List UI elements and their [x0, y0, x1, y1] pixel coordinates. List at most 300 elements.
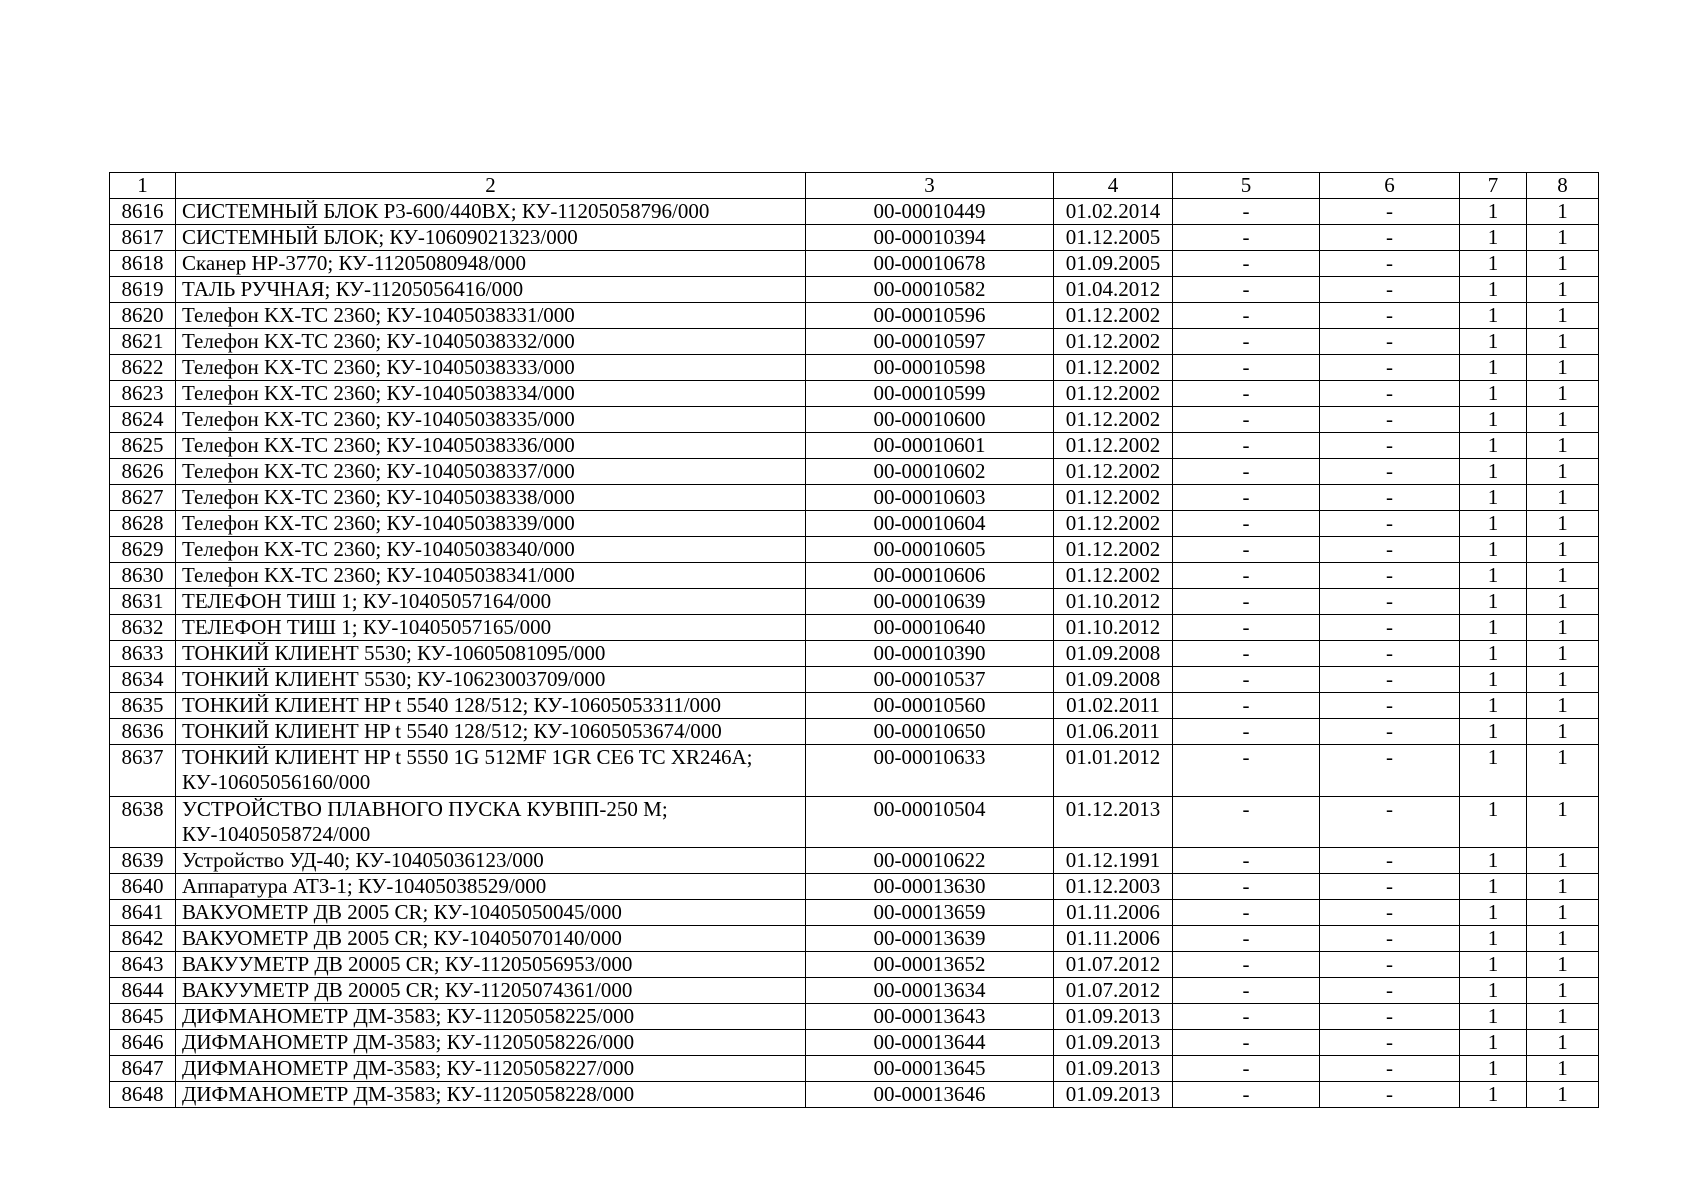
date: 01.09.2008	[1054, 641, 1173, 667]
col-6-value: -	[1320, 900, 1460, 926]
col-7-value: 1	[1460, 1030, 1527, 1056]
item-name: СИСТЕМНЫЙ БЛОК; КУ-10609021323/000	[176, 225, 806, 251]
col-5-value: -	[1173, 1056, 1320, 1082]
table-row	[110, 225, 1599, 251]
col-7-value: 1	[1460, 1056, 1527, 1082]
col-6-value: -	[1320, 848, 1460, 874]
col-8-value: 1	[1527, 667, 1599, 693]
inventory-code: 00-00010606	[806, 563, 1054, 589]
date: 01.09.2013	[1054, 1082, 1173, 1108]
row-number: 8623	[110, 381, 176, 407]
inventory-code: 00-00013634	[806, 978, 1054, 1004]
row-number: 8636	[110, 719, 176, 745]
row-number: 8624	[110, 407, 176, 433]
row-number: 8618	[110, 251, 176, 277]
col-6-value: -	[1320, 381, 1460, 407]
col-5-value: -	[1173, 900, 1320, 926]
item-name: ДИФМАНОМЕТР ДМ-3583; КУ-11205058228/000	[176, 1082, 806, 1108]
date: 01.12.2002	[1054, 355, 1173, 381]
col-5-value: -	[1173, 251, 1320, 277]
header-cell-8: 8	[1527, 173, 1599, 199]
col-7-value: 1	[1460, 225, 1527, 251]
date: 01.07.2012	[1054, 978, 1173, 1004]
row-number: 8631	[110, 589, 176, 615]
item-name: ТОНКИЙ КЛИЕНТ HP t 5540 128/512; КУ-10605053674/000	[176, 719, 806, 745]
inventory-code: 00-00013652	[806, 952, 1054, 978]
row-number: 8620	[110, 303, 176, 329]
row-number: 8628	[110, 511, 176, 537]
col-5-value: -	[1173, 225, 1320, 251]
col-8-value: 1	[1527, 199, 1599, 225]
col-6-value: -	[1320, 745, 1460, 797]
inventory-code: 00-00010596	[806, 303, 1054, 329]
col-5-value: -	[1173, 745, 1320, 797]
table-row	[110, 303, 1599, 329]
inventory-code: 00-00010600	[806, 407, 1054, 433]
col-5-value: -	[1173, 952, 1320, 978]
item-name: ТЕЛЕФОН ТИШ 1; КУ-10405057165/000	[176, 615, 806, 641]
row-number: 8622	[110, 355, 176, 381]
table-row	[110, 797, 1599, 848]
col-5-value: -	[1173, 1082, 1320, 1108]
col-6-value: -	[1320, 1082, 1460, 1108]
inventory-code: 00-00010390	[806, 641, 1054, 667]
col-5-value: -	[1173, 329, 1320, 355]
col-8-value: 1	[1527, 952, 1599, 978]
col-8-value: 1	[1527, 537, 1599, 563]
item-name: ВАКУУМЕТР ДВ 20005 CR; КУ-11205056953/000	[176, 952, 806, 978]
row-number: 8647	[110, 1056, 176, 1082]
row-number: 8644	[110, 978, 176, 1004]
col-7-value: 1	[1460, 667, 1527, 693]
col-5-value: -	[1173, 848, 1320, 874]
inventory-code: 00-00010640	[806, 615, 1054, 641]
inventory-table	[109, 172, 1599, 1108]
table-row	[110, 355, 1599, 381]
table-row	[110, 978, 1599, 1004]
col-7-value: 1	[1460, 303, 1527, 329]
col-6-value: -	[1320, 329, 1460, 355]
col-6-value: -	[1320, 952, 1460, 978]
inventory-code: 00-00010394	[806, 225, 1054, 251]
item-name: ВАКУОМЕТР ДВ 2005 CR; КУ-10405050045/000	[176, 900, 806, 926]
item-name: Телефон KX-TC 2360; КУ-10405038332/000	[176, 329, 806, 355]
row-number: 8616	[110, 199, 176, 225]
row-number: 8633	[110, 641, 176, 667]
table-row	[110, 874, 1599, 900]
table-row	[110, 848, 1599, 874]
date: 01.12.2005	[1054, 225, 1173, 251]
inventory-code: 00-00013646	[806, 1082, 1054, 1108]
item-name: Телефон KX-TC 2360; КУ-10405038341/000	[176, 563, 806, 589]
col-7-value: 1	[1460, 407, 1527, 433]
inventory-code: 00-00010602	[806, 459, 1054, 485]
col-8-value: 1	[1527, 848, 1599, 874]
inventory-code: 00-00013645	[806, 1056, 1054, 1082]
col-6-value: -	[1320, 355, 1460, 381]
col-7-value: 1	[1460, 797, 1527, 848]
col-8-value: 1	[1527, 1030, 1599, 1056]
col-6-value: -	[1320, 978, 1460, 1004]
col-8-value: 1	[1527, 251, 1599, 277]
col-7-value: 1	[1460, 199, 1527, 225]
item-name: ТОНКИЙ КЛИЕНТ 5530; КУ-10623003709/000	[176, 667, 806, 693]
col-6-value: -	[1320, 1030, 1460, 1056]
item-name: ДИФМАНОМЕТР ДМ-3583; КУ-11205058227/000	[176, 1056, 806, 1082]
row-number: 8638	[110, 797, 176, 848]
item-name: СИСТЕМНЫЙ БЛОК P3-600/440BX; КУ-11205058796/000	[176, 199, 806, 225]
inventory-code: 00-00010582	[806, 277, 1054, 303]
col-8-value: 1	[1527, 485, 1599, 511]
col-8-value: 1	[1527, 615, 1599, 641]
col-6-value: -	[1320, 303, 1460, 329]
row-number: 8643	[110, 952, 176, 978]
table-row	[110, 563, 1599, 589]
date: 01.12.2002	[1054, 485, 1173, 511]
col-7-value: 1	[1460, 511, 1527, 537]
inventory-code: 00-00013643	[806, 1004, 1054, 1030]
item-name: Аппаратура АТЗ-1; КУ-10405038529/000	[176, 874, 806, 900]
table-row	[110, 381, 1599, 407]
col-6-value: -	[1320, 225, 1460, 251]
date: 01.06.2011	[1054, 719, 1173, 745]
inventory-code: 00-00013644	[806, 1030, 1054, 1056]
col-6-value: -	[1320, 693, 1460, 719]
item-name: Телефон KX-TC 2360; КУ-10405038336/000	[176, 433, 806, 459]
col-7-value: 1	[1460, 978, 1527, 1004]
inventory-code: 00-00010650	[806, 719, 1054, 745]
col-5-value: -	[1173, 615, 1320, 641]
item-name: Телефон KX-TC 2360; КУ-10405038335/000	[176, 407, 806, 433]
table-row	[110, 459, 1599, 485]
item-name: ДИФМАНОМЕТР ДМ-3583; КУ-11205058226/000	[176, 1030, 806, 1056]
row-number: 8635	[110, 693, 176, 719]
col-7-value: 1	[1460, 563, 1527, 589]
table-row	[110, 329, 1599, 355]
table-row	[110, 485, 1599, 511]
col-6-value: -	[1320, 1004, 1460, 1030]
table-row	[110, 745, 1599, 797]
col-6-value: -	[1320, 667, 1460, 693]
inventory-code: 00-00010601	[806, 433, 1054, 459]
col-6-value: -	[1320, 407, 1460, 433]
col-6-value: -	[1320, 719, 1460, 745]
col-7-value: 1	[1460, 693, 1527, 719]
col-7-value: 1	[1460, 900, 1527, 926]
table-row	[110, 900, 1599, 926]
col-8-value: 1	[1527, 563, 1599, 589]
header-row	[110, 173, 1599, 199]
col-7-value: 1	[1460, 329, 1527, 355]
col-5-value: -	[1173, 433, 1320, 459]
col-6-value: -	[1320, 589, 1460, 615]
date: 01.09.2008	[1054, 667, 1173, 693]
table-row	[110, 615, 1599, 641]
row-number: 8639	[110, 848, 176, 874]
date: 01.02.2011	[1054, 693, 1173, 719]
inventory-code: 00-00013630	[806, 874, 1054, 900]
col-8-value: 1	[1527, 1004, 1599, 1030]
header-cell-4: 4	[1054, 173, 1173, 199]
col-6-value: -	[1320, 563, 1460, 589]
table-row	[110, 433, 1599, 459]
row-number: 8632	[110, 615, 176, 641]
col-6-value: -	[1320, 926, 1460, 952]
col-5-value: -	[1173, 641, 1320, 667]
col-8-value: 1	[1527, 745, 1599, 797]
col-8-value: 1	[1527, 277, 1599, 303]
col-5-value: -	[1173, 459, 1320, 485]
col-8-value: 1	[1527, 900, 1599, 926]
col-5-value: -	[1173, 978, 1320, 1004]
item-name: ТЕЛЕФОН ТИШ 1; КУ-10405057164/000	[176, 589, 806, 615]
row-number: 8641	[110, 900, 176, 926]
table-row	[110, 251, 1599, 277]
date: 01.12.2003	[1054, 874, 1173, 900]
header-cell-2: 2	[176, 173, 806, 199]
col-8-value: 1	[1527, 978, 1599, 1004]
table-row	[110, 407, 1599, 433]
col-6-value: -	[1320, 874, 1460, 900]
table-row	[110, 1082, 1599, 1108]
col-7-value: 1	[1460, 589, 1527, 615]
col-7-value: 1	[1460, 719, 1527, 745]
col-6-value: -	[1320, 797, 1460, 848]
row-number: 8626	[110, 459, 176, 485]
col-7-value: 1	[1460, 251, 1527, 277]
date: 01.12.2002	[1054, 511, 1173, 537]
col-5-value: -	[1173, 797, 1320, 848]
row-number: 8645	[110, 1004, 176, 1030]
col-8-value: 1	[1527, 719, 1599, 745]
date: 01.09.2005	[1054, 251, 1173, 277]
table-row	[110, 926, 1599, 952]
table-row	[110, 511, 1599, 537]
item-name: Телефон KX-TC 2360; КУ-10405038338/000	[176, 485, 806, 511]
table-row	[110, 199, 1599, 225]
date: 01.12.1991	[1054, 848, 1173, 874]
row-number: 8630	[110, 563, 176, 589]
col-5-value: -	[1173, 693, 1320, 719]
col-8-value: 1	[1527, 874, 1599, 900]
date: 01.02.2014	[1054, 199, 1173, 225]
inventory-code: 00-00010449	[806, 199, 1054, 225]
table-row	[110, 1056, 1599, 1082]
inventory-code: 00-00010678	[806, 251, 1054, 277]
inventory-code: 00-00010598	[806, 355, 1054, 381]
col-8-value: 1	[1527, 355, 1599, 381]
item-name: Телефон KX-TC 2360; КУ-10405038337/000	[176, 459, 806, 485]
row-number: 8627	[110, 485, 176, 511]
col-8-value: 1	[1527, 329, 1599, 355]
table-row	[110, 719, 1599, 745]
col-6-value: -	[1320, 1056, 1460, 1082]
col-6-value: -	[1320, 459, 1460, 485]
col-5-value: -	[1173, 485, 1320, 511]
header-cell-5: 5	[1173, 173, 1320, 199]
col-5-value: -	[1173, 303, 1320, 329]
col-6-value: -	[1320, 511, 1460, 537]
col-8-value: 1	[1527, 225, 1599, 251]
col-8-value: 1	[1527, 511, 1599, 537]
item-name: Сканер HP-3770; КУ-11205080948/000	[176, 251, 806, 277]
inventory-code: 00-00010604	[806, 511, 1054, 537]
col-8-value: 1	[1527, 693, 1599, 719]
header-cell-6: 6	[1320, 173, 1460, 199]
table-row	[110, 641, 1599, 667]
col-5-value: -	[1173, 719, 1320, 745]
col-8-value: 1	[1527, 303, 1599, 329]
row-number: 8634	[110, 667, 176, 693]
date: 01.12.2002	[1054, 563, 1173, 589]
item-name: Устройство УД-40; КУ-10405036123/000	[176, 848, 806, 874]
col-7-value: 1	[1460, 926, 1527, 952]
table-row	[110, 589, 1599, 615]
inventory-code: 00-00013659	[806, 900, 1054, 926]
row-number: 8625	[110, 433, 176, 459]
col-6-value: -	[1320, 433, 1460, 459]
inventory-code: 00-00010622	[806, 848, 1054, 874]
table-row	[110, 277, 1599, 303]
date: 01.12.2002	[1054, 459, 1173, 485]
item-name: ВАКУОМЕТР ДВ 2005 CR; КУ-10405070140/000	[176, 926, 806, 952]
col-8-value: 1	[1527, 589, 1599, 615]
col-7-value: 1	[1460, 277, 1527, 303]
col-5-value: -	[1173, 563, 1320, 589]
row-number: 8637	[110, 745, 176, 797]
col-7-value: 1	[1460, 537, 1527, 563]
col-5-value: -	[1173, 199, 1320, 225]
inventory-code: 00-00010537	[806, 667, 1054, 693]
col-6-value: -	[1320, 537, 1460, 563]
inventory-code: 00-00010560	[806, 693, 1054, 719]
col-7-value: 1	[1460, 848, 1527, 874]
col-8-value: 1	[1527, 1082, 1599, 1108]
col-7-value: 1	[1460, 381, 1527, 407]
date: 01.09.2013	[1054, 1056, 1173, 1082]
date: 01.11.2006	[1054, 926, 1173, 952]
row-number: 8642	[110, 926, 176, 952]
col-5-value: -	[1173, 589, 1320, 615]
item-name: ТОНКИЙ КЛИЕНТ HP t 5550 1G 512MF 1GR CE6 TC XR246A; КУ-10605056160/000	[176, 745, 806, 797]
col-7-value: 1	[1460, 641, 1527, 667]
col-5-value: -	[1173, 381, 1320, 407]
col-7-value: 1	[1460, 874, 1527, 900]
table-row	[110, 693, 1599, 719]
inventory-code: 00-00010605	[806, 537, 1054, 563]
col-7-value: 1	[1460, 745, 1527, 797]
row-number: 8629	[110, 537, 176, 563]
date: 01.09.2013	[1054, 1030, 1173, 1056]
item-name: ТАЛЬ РУЧНАЯ; КУ-11205056416/000	[176, 277, 806, 303]
inventory-code: 00-00010639	[806, 589, 1054, 615]
col-5-value: -	[1173, 407, 1320, 433]
col-7-value: 1	[1460, 952, 1527, 978]
date: 01.12.2002	[1054, 537, 1173, 563]
col-8-value: 1	[1527, 797, 1599, 848]
item-name: Телефон KX-TC 2360; КУ-10405038333/000	[176, 355, 806, 381]
item-name: ДИФМАНОМЕТР ДМ-3583; КУ-11205058225/000	[176, 1004, 806, 1030]
col-7-value: 1	[1460, 355, 1527, 381]
col-6-value: -	[1320, 199, 1460, 225]
inventory-code: 00-00010603	[806, 485, 1054, 511]
item-name: ТОНКИЙ КЛИЕНТ HP t 5540 128/512; КУ-10605053311/000	[176, 693, 806, 719]
col-8-value: 1	[1527, 926, 1599, 952]
col-8-value: 1	[1527, 641, 1599, 667]
table-body	[110, 199, 1599, 1108]
col-8-value: 1	[1527, 407, 1599, 433]
col-7-value: 1	[1460, 433, 1527, 459]
col-5-value: -	[1173, 667, 1320, 693]
col-8-value: 1	[1527, 433, 1599, 459]
col-6-value: -	[1320, 615, 1460, 641]
col-7-value: 1	[1460, 485, 1527, 511]
item-name: Телефон KX-TC 2360; КУ-10405038340/000	[176, 537, 806, 563]
inventory-code: 00-00010599	[806, 381, 1054, 407]
col-8-value: 1	[1527, 381, 1599, 407]
col-7-value: 1	[1460, 1004, 1527, 1030]
row-number: 8648	[110, 1082, 176, 1108]
row-number: 8621	[110, 329, 176, 355]
header-cell-1: 1	[110, 173, 176, 199]
row-number: 8640	[110, 874, 176, 900]
date: 01.12.2002	[1054, 303, 1173, 329]
col-5-value: -	[1173, 874, 1320, 900]
table-row	[110, 952, 1599, 978]
date: 01.10.2012	[1054, 615, 1173, 641]
item-name: УСТРОЙСТВО ПЛАВНОГО ПУСКА КУВПП-250 М; КУ-10405058724/000	[176, 797, 806, 848]
col-7-value: 1	[1460, 1082, 1527, 1108]
date: 01.12.2002	[1054, 381, 1173, 407]
col-5-value: -	[1173, 511, 1320, 537]
date: 01.09.2013	[1054, 1004, 1173, 1030]
col-8-value: 1	[1527, 459, 1599, 485]
item-name: ВАКУУМЕТР ДВ 20005 CR; КУ-11205074361/000	[176, 978, 806, 1004]
col-5-value: -	[1173, 1030, 1320, 1056]
date: 01.12.2002	[1054, 329, 1173, 355]
date: 01.11.2006	[1054, 900, 1173, 926]
inventory-code: 00-00010597	[806, 329, 1054, 355]
date: 01.07.2012	[1054, 952, 1173, 978]
date: 01.01.2012	[1054, 745, 1173, 797]
inventory-code: 00-00010504	[806, 797, 1054, 848]
item-name: ТОНКИЙ КЛИЕНТ 5530; КУ-10605081095/000	[176, 641, 806, 667]
inventory-code: 00-00013639	[806, 926, 1054, 952]
col-6-value: -	[1320, 485, 1460, 511]
col-6-value: -	[1320, 277, 1460, 303]
col-5-value: -	[1173, 1004, 1320, 1030]
col-5-value: -	[1173, 926, 1320, 952]
item-name: Телефон KX-TC 2360; КУ-10405038339/000	[176, 511, 806, 537]
date: 01.12.2002	[1054, 407, 1173, 433]
table-row	[110, 1004, 1599, 1030]
row-number: 8617	[110, 225, 176, 251]
col-6-value: -	[1320, 251, 1460, 277]
item-name: Телефон KX-TC 2360; КУ-10405038334/000	[176, 381, 806, 407]
date: 01.10.2012	[1054, 589, 1173, 615]
col-8-value: 1	[1527, 1056, 1599, 1082]
header-cell-3: 3	[806, 173, 1054, 199]
date: 01.04.2012	[1054, 277, 1173, 303]
item-name: Телефон KX-TC 2360; КУ-10405038331/000	[176, 303, 806, 329]
col-7-value: 1	[1460, 615, 1527, 641]
table-row	[110, 667, 1599, 693]
table-row	[110, 537, 1599, 563]
inventory-code: 00-00010633	[806, 745, 1054, 797]
row-number: 8619	[110, 277, 176, 303]
col-5-value: -	[1173, 277, 1320, 303]
col-5-value: -	[1173, 355, 1320, 381]
